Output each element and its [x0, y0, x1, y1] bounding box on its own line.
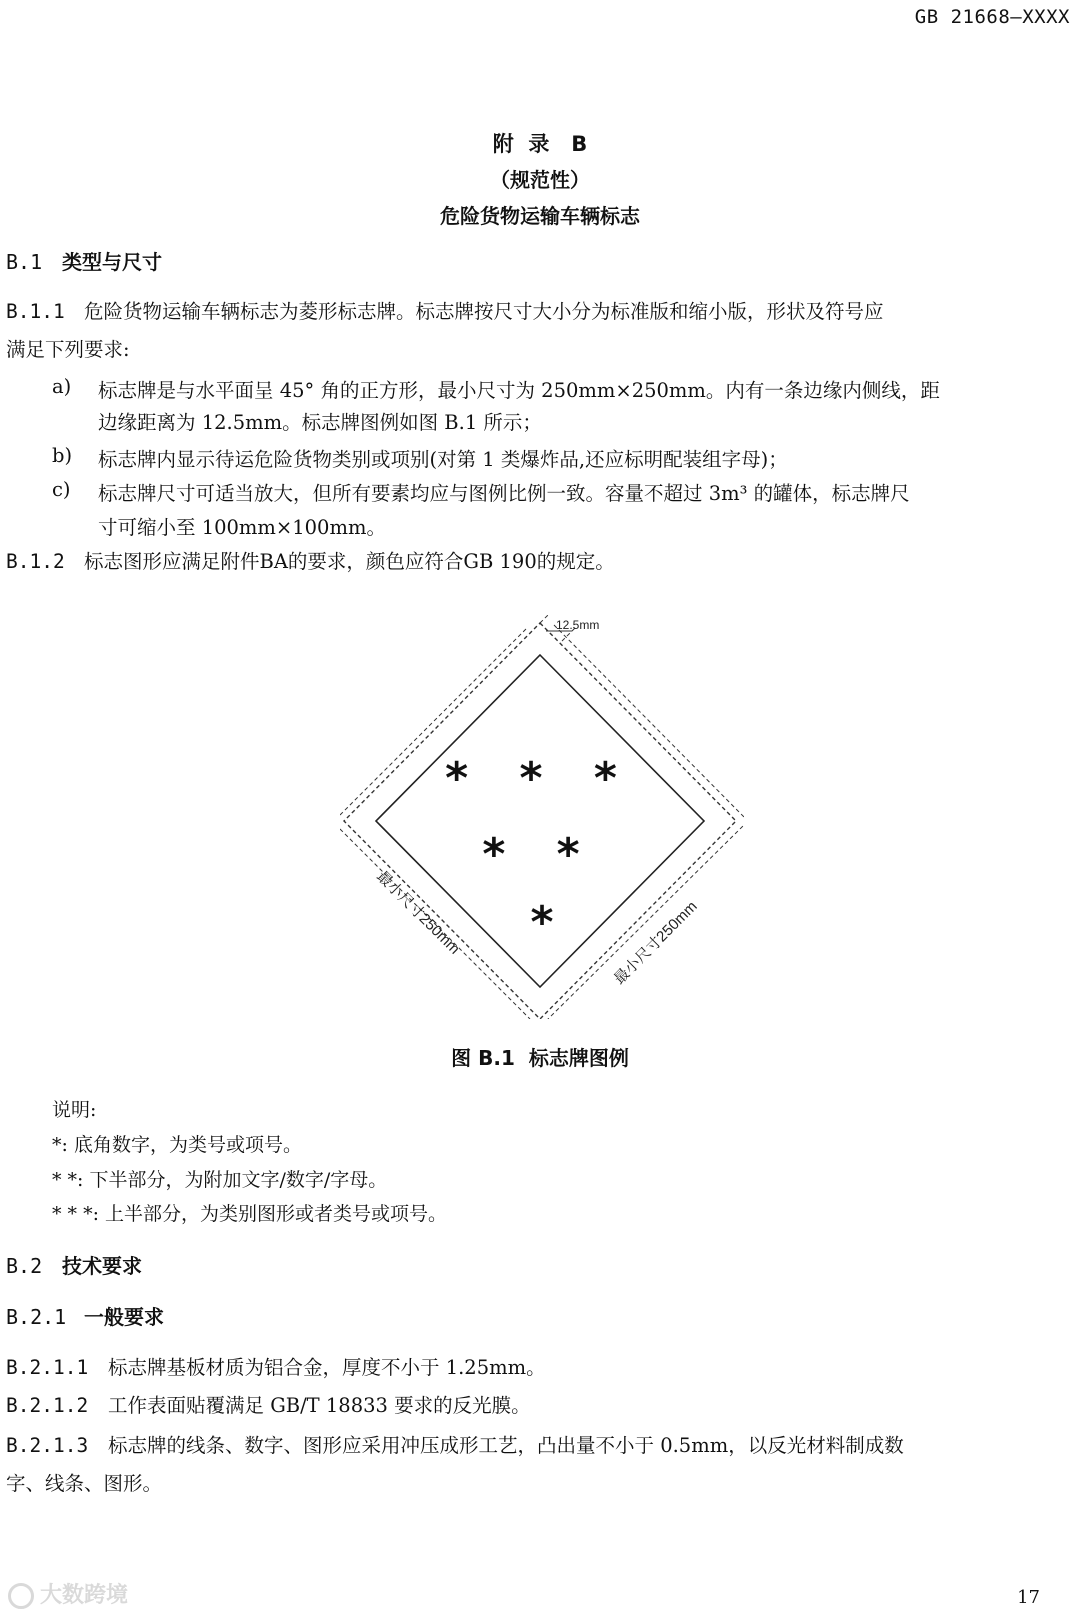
lower-half-asterisks: * * — [482, 829, 598, 880]
outer-dashed-edge — [344, 623, 736, 1019]
item-text-line1: 标志牌尺寸可适当放大，但所有要素均应与图例比例一致。容量不超过 3m³ 的罐体，标志牌尺 — [98, 482, 910, 505]
figure-caption: 图 B.1 标志牌图例 — [451, 1046, 629, 1070]
clause-b2-1-1 — [6, 1350, 546, 1386]
clause-b1-1-line2: 满足下列要求: — [6, 338, 130, 361]
dimension-extension-line — [540, 615, 554, 623]
item-text-line1: 标志牌内显示待运危险货物类别或项别(对第 1 类爆炸品,还应标明配装组字母)； — [98, 448, 788, 471]
clause-number: B.2.1.3 — [6, 1434, 89, 1457]
clause-number: B.1.2 — [6, 550, 65, 573]
corner-asterisk: * — [530, 897, 554, 948]
section-b1-heading — [6, 246, 162, 275]
section-b2-1-heading — [6, 1301, 164, 1330]
appendix-label: 附 录 B — [492, 132, 588, 156]
section-title: 类型与尺寸 — [62, 250, 162, 274]
side-dimension-label-left: 最小尺寸250mm — [373, 867, 463, 958]
clause-text: 标志牌的线条、数字、图形应采用冲压成形工艺，凸出量不小于 0.5mm，以反光材料制成数 — [108, 1434, 904, 1457]
page-number: 17 — [1017, 1587, 1040, 1608]
watermark-logo-icon — [8, 1583, 34, 1609]
item-text-line1: 标志牌是与水平面呈 45° 角的正方形，最小尺寸为 250mm×250mm。内有一条边缘内侧线，距 — [98, 379, 940, 402]
clause-b1-2 — [6, 544, 615, 580]
item-label: a) — [52, 375, 72, 398]
clause-b1-1-line1 — [6, 294, 884, 330]
side-dimension-label-right: 最小尺寸250mm — [610, 898, 701, 988]
item-label: b) — [52, 444, 73, 467]
clause-number: B.2.1.2 — [6, 1394, 89, 1417]
border-width-label: 12.5mm — [556, 618, 600, 632]
section-title: 技术要求 — [62, 1254, 142, 1278]
item-text-line2: 寸可缩小至 100mm×100mm。 — [98, 516, 386, 539]
watermark-text: 大数跨境 — [40, 1583, 129, 1608]
clause-text: 标志牌基板材质为铝合金，厚度不小于 1.25mm。 — [108, 1356, 546, 1379]
clause-b2-1-3-line1 — [6, 1428, 904, 1464]
note-line: * *: 下半部分，为附加文字/数字/字母。 — [52, 1169, 388, 1191]
clause-text: 工作表面贴覆满足 GB/T 18833 要求的反光膜。 — [108, 1394, 531, 1417]
standard-code: GB 21668—XXXX — [914, 6, 1070, 28]
section-number: B.1 — [6, 250, 43, 274]
appendix-title: 危险货物运输车辆标志 — [440, 204, 640, 228]
list-item-c — [52, 478, 1042, 548]
item-text-line2: 边缘距离为 12.5mm。标志牌图例如图 B.1 所示； — [98, 411, 542, 434]
clause-b2-1-3-line2: 字、线条、图形。 — [6, 1472, 163, 1495]
section-number: B.2 — [6, 1254, 43, 1278]
watermark — [8, 1578, 128, 1609]
clause-text: 标志图形应满足附件BA的要求，颜色应符合GB 190的规定。 — [84, 550, 615, 573]
note-line: *: 底角数字，为类号或项号。 — [52, 1134, 302, 1156]
clause-number: B.2.1.1 — [6, 1356, 89, 1379]
section-number: B.2.1 — [6, 1305, 67, 1329]
sign-diagram — [340, 615, 744, 1019]
list-item-b — [52, 444, 1042, 478]
item-label: c) — [52, 478, 71, 501]
clause-b2-1-2 — [6, 1388, 531, 1424]
appendix-type: （规范性） — [490, 168, 590, 192]
clause-text: 危险货物运输车辆标志为菱形标志牌。标志牌按尺寸大小分为标准版和缩小版，形状及符号应 — [84, 300, 884, 323]
upper-half-asterisks: * * * — [445, 753, 635, 804]
notes-heading: 说明: — [52, 1099, 97, 1121]
clause-number: B.1.1 — [6, 300, 65, 323]
section-b2-heading — [6, 1250, 142, 1279]
section-title: 一般要求 — [84, 1305, 164, 1329]
note-line: * * *: 上半部分，为类别图形或者类号或项号。 — [52, 1203, 448, 1225]
list-item-a — [52, 375, 1042, 445]
